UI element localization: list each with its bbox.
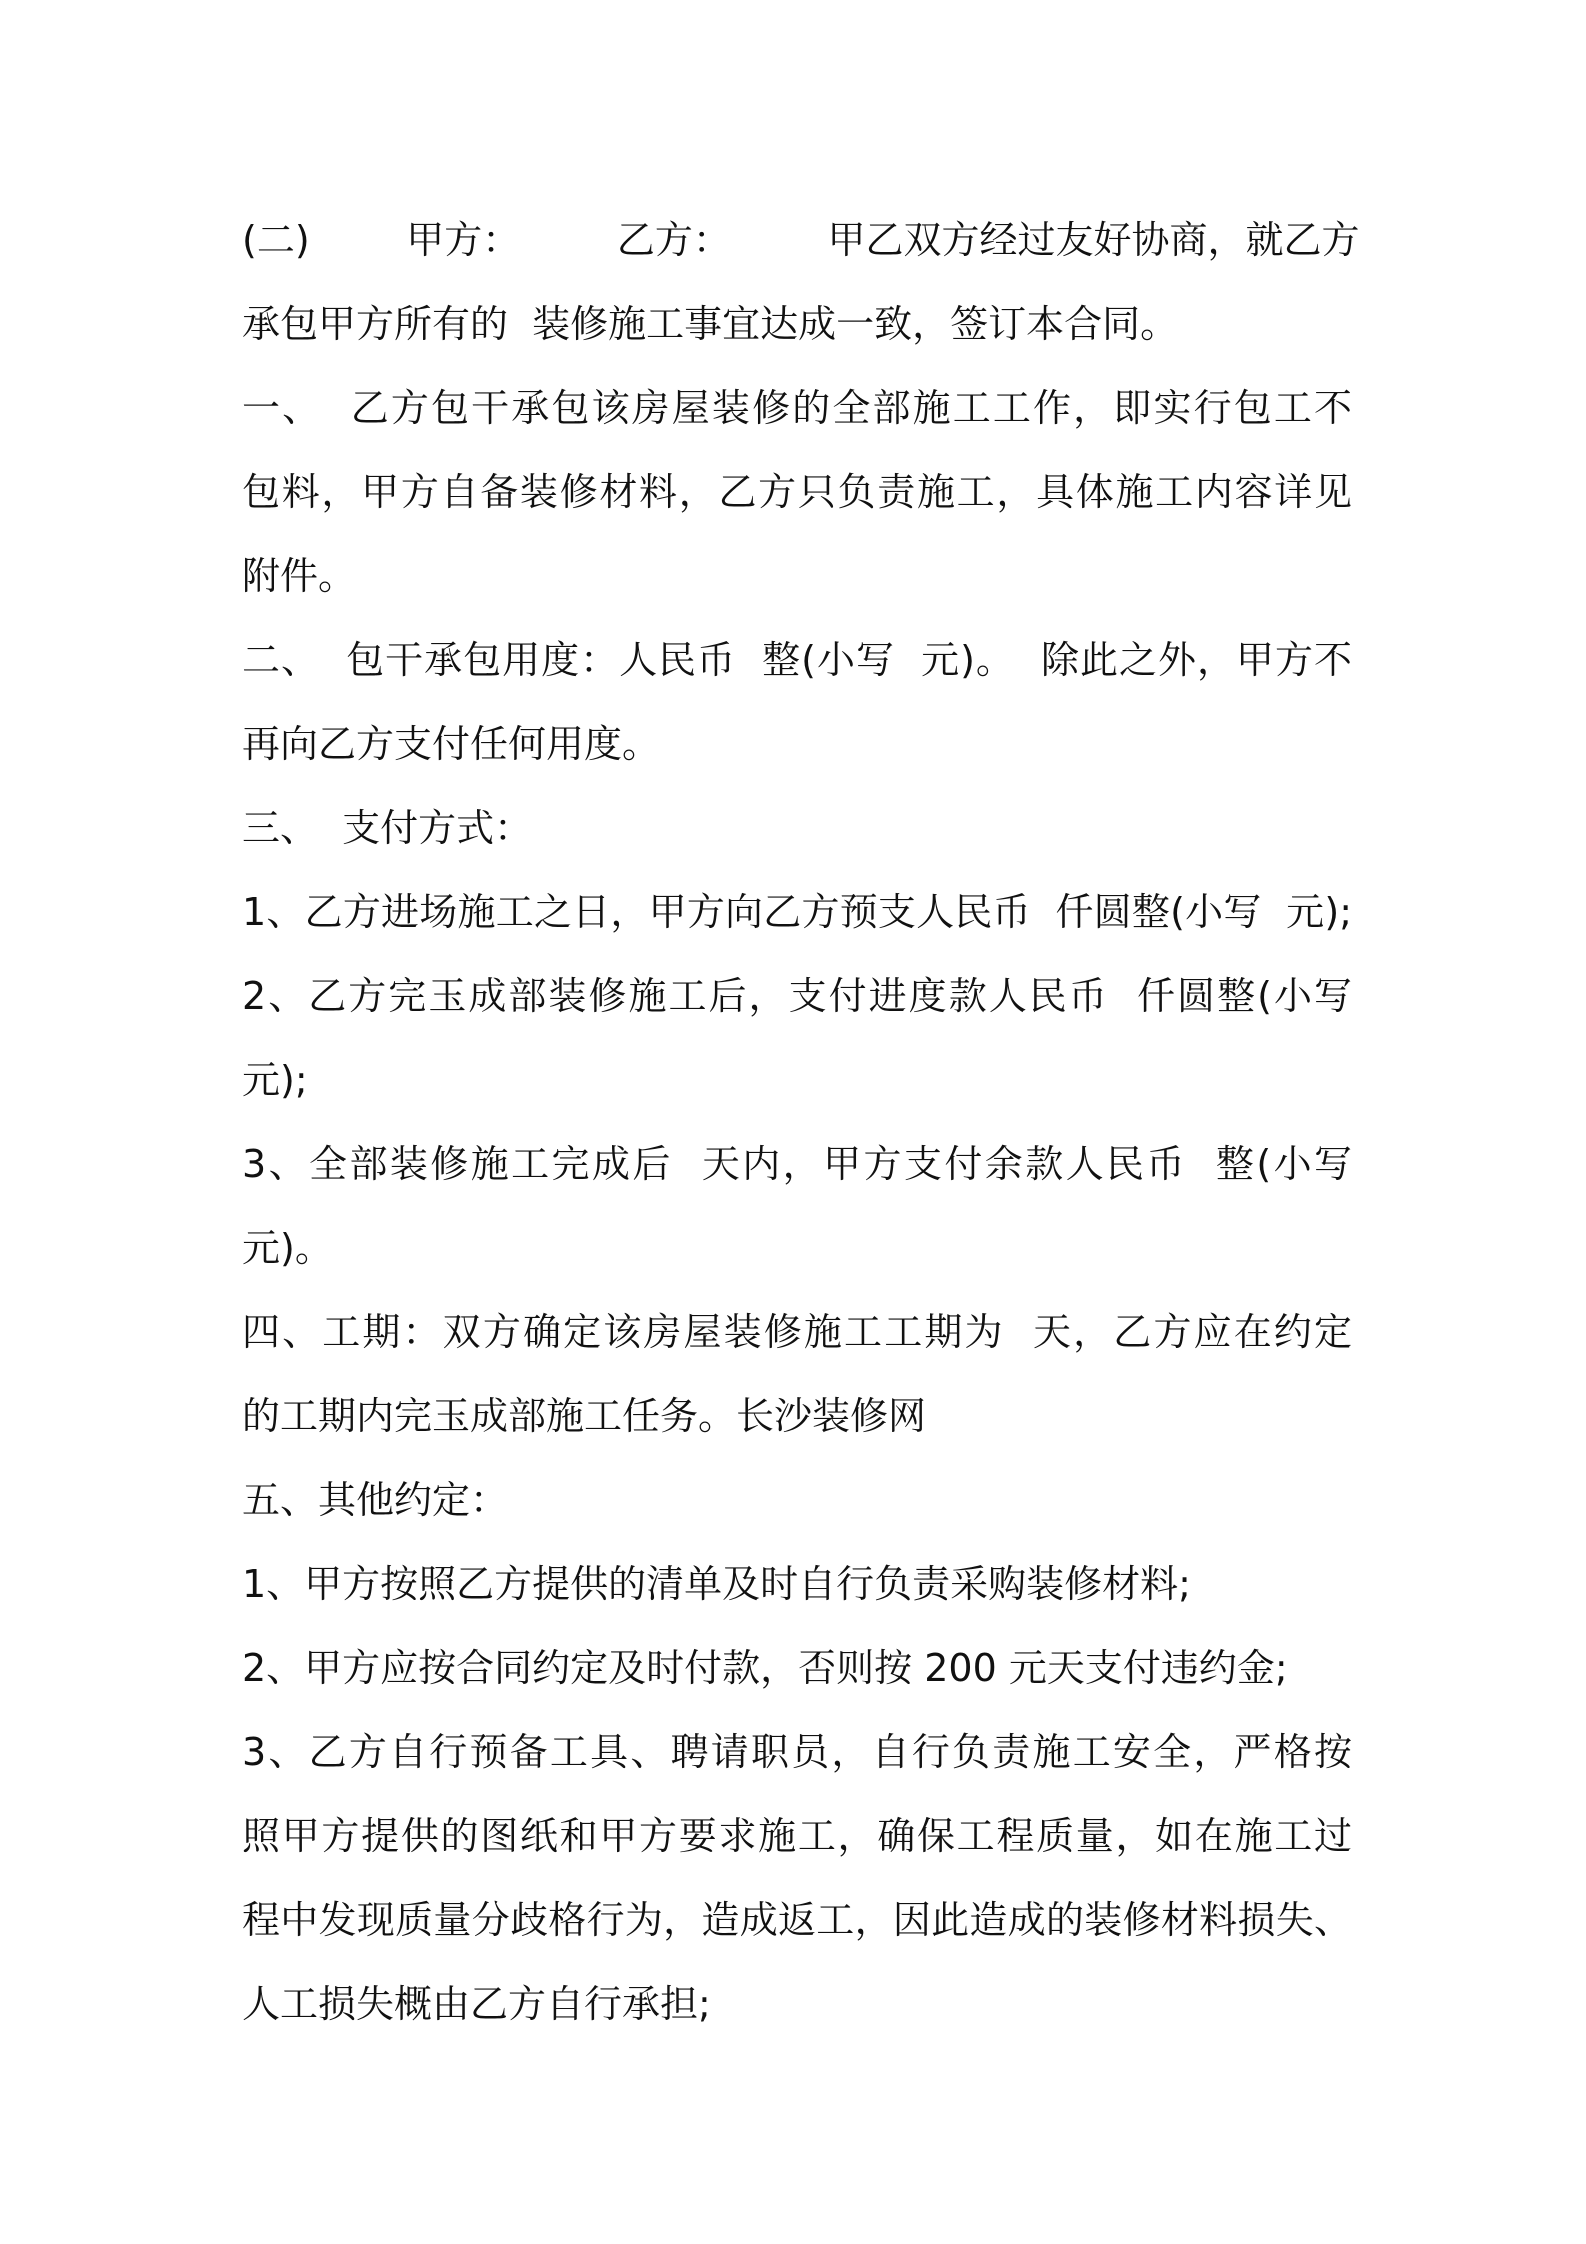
document-line: 四、工期：双方确定该房屋装修施工工期为 天，乙方应在约定 xyxy=(242,1310,1352,1354)
document-line: 1、甲方按照乙方提供的清单及时自行负责采购装修材料; xyxy=(242,1562,1191,1606)
document-line: 2、乙方完玉成部装修施工后，支付进度款人民币 仟圆整(小写 xyxy=(242,974,1352,1018)
document-line: 元)。 xyxy=(242,1226,333,1270)
document-line: 元); xyxy=(242,1058,308,1102)
document-line: 再向乙方支付任何用度。 xyxy=(242,722,661,766)
document-line: 二、 包干承包用度：人民币 整(小写 元)。 除此之外，甲方不 xyxy=(242,638,1352,682)
document-line: 附件。 xyxy=(242,554,357,598)
document-line: (二) 甲方： 乙方： 甲乙双方经过友好协商，就乙方 xyxy=(242,218,1360,262)
document-line: 五、其他约定： xyxy=(242,1478,509,1522)
document-body xyxy=(242,198,1360,2046)
document-line: 三、 支付方式： xyxy=(242,806,533,850)
document-line: 包料，甲方自备装修材料，乙方只负责施工，具体施工内容详见 xyxy=(242,470,1352,514)
document-line: 2、甲方应按合同约定及时付款，否则按 200 元天支付违约金; xyxy=(242,1646,1288,1690)
document-line: 人工损失概由乙方自行承担; xyxy=(242,1982,711,2026)
document-line: 程中发现质量分歧格行为，造成返工，因此造成的装修材料损失、 xyxy=(242,1898,1352,1942)
document-line: 的工期内完玉成部施工任务。长沙装修网 xyxy=(242,1394,927,1438)
document-line: 承包甲方所有的 装修施工事宜达成一致，签订本合同。 xyxy=(242,302,1179,346)
document-line: 3、乙方自行预备工具、聘请职员，自行负责施工安全，严格按 xyxy=(242,1730,1352,1774)
document-line: 照甲方提供的图纸和甲方要求施工，确保工程质量，如在施工过 xyxy=(242,1814,1352,1858)
document-line: 一、 乙方包干承包该房屋装修的全部施工工作，即实行包工不 xyxy=(242,386,1352,430)
document-line: 3、全部装修施工完成后 天内，甲方支付余款人民币 整(小写 xyxy=(242,1142,1352,1186)
document-line: 1、乙方进场施工之日，甲方向乙方预支人民币 仟圆整(小写 元); xyxy=(242,890,1352,934)
